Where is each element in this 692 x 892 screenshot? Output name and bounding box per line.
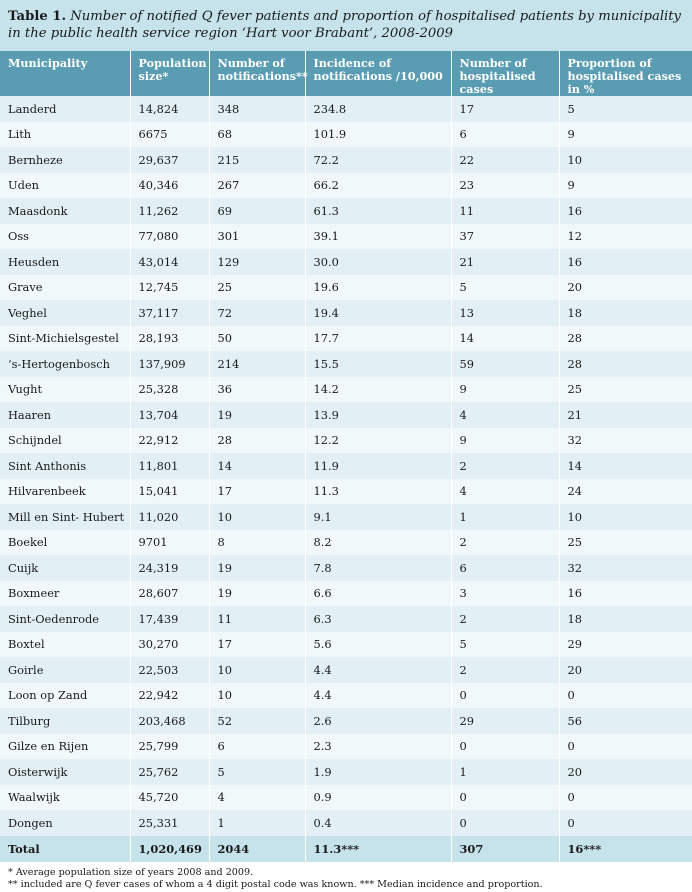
cell-population: 24,319 bbox=[130, 555, 209, 581]
table-row bbox=[0, 326, 692, 352]
cell-population: 11,801 bbox=[130, 453, 209, 479]
cell-municipality: Boekel bbox=[0, 530, 130, 556]
cell-municipality: Landerd bbox=[0, 96, 130, 122]
cell-proportion: 10 bbox=[559, 504, 692, 530]
cell-proportion: 32 bbox=[559, 555, 692, 581]
cell-notifications: 5 bbox=[209, 759, 305, 785]
cell-notifications: 4 bbox=[209, 785, 305, 811]
cell-incidence: 72.2 bbox=[305, 147, 451, 173]
cell-incidence: 234.8 bbox=[305, 96, 451, 122]
cell-proportion: 25 bbox=[559, 377, 692, 403]
data-table bbox=[0, 51, 692, 862]
table-row bbox=[0, 224, 692, 250]
cell-hospitalised: 3 bbox=[451, 581, 559, 607]
table-row bbox=[0, 504, 692, 530]
cell-notifications: 11 bbox=[209, 606, 305, 632]
cell-proportion: 20 bbox=[559, 657, 692, 683]
cell-incidence: 4.4 bbox=[305, 683, 451, 709]
cell-municipality: Sint-Michielsgestel bbox=[0, 326, 130, 352]
cell-hospitalised: 2 bbox=[451, 657, 559, 683]
cell-proportion: 24 bbox=[559, 479, 692, 505]
cell-hospitalised: 0 bbox=[451, 734, 559, 760]
header-population: Population size* bbox=[130, 51, 209, 96]
cell-notifications: 72 bbox=[209, 300, 305, 326]
cell-notifications: 10 bbox=[209, 504, 305, 530]
cell-notifications: 50 bbox=[209, 326, 305, 352]
cell-population: 37,117 bbox=[130, 300, 209, 326]
cell-population: 29,637 bbox=[130, 147, 209, 173]
cell-incidence: 6.3 bbox=[305, 606, 451, 632]
cell-notifications: 301 bbox=[209, 224, 305, 250]
cell-incidence: 30.0 bbox=[305, 249, 451, 275]
total-incidence: 11.3*** bbox=[305, 836, 451, 862]
cell-notifications: 215 bbox=[209, 147, 305, 173]
cell-municipality: Mill en Sint- Hubert bbox=[0, 504, 130, 530]
cell-incidence: 2.6 bbox=[305, 708, 451, 734]
cell-population: 203,468 bbox=[130, 708, 209, 734]
total-municipality: Total bbox=[0, 836, 130, 862]
cell-population: 30,270 bbox=[130, 632, 209, 658]
table-row bbox=[0, 810, 692, 836]
cell-proportion: 14 bbox=[559, 453, 692, 479]
header-hospitalised: Number of hospitalised cases bbox=[451, 51, 559, 96]
cell-hospitalised: 2 bbox=[451, 606, 559, 632]
cell-population: 45,720 bbox=[130, 785, 209, 811]
cell-municipality: Heusden bbox=[0, 249, 130, 275]
cell-notifications: 348 bbox=[209, 96, 305, 122]
cell-population: 137,909 bbox=[130, 351, 209, 377]
header-proportion: Proportion of hospitalised cases in % bbox=[559, 51, 692, 96]
header-row bbox=[0, 51, 692, 96]
header-incidence: Incidence of notifications /10,000 bbox=[305, 51, 451, 96]
cell-municipality: Uden bbox=[0, 173, 130, 199]
cell-notifications: 28 bbox=[209, 428, 305, 454]
table-row bbox=[0, 198, 692, 224]
cell-incidence: 6.6 bbox=[305, 581, 451, 607]
cell-incidence: 61.3 bbox=[305, 198, 451, 224]
cell-municipality: Loon op Zand bbox=[0, 683, 130, 709]
header-notifications: Number of notifications** bbox=[209, 51, 305, 96]
cell-population: 28,607 bbox=[130, 581, 209, 607]
cell-proportion: 29 bbox=[559, 632, 692, 658]
cell-population: 22,503 bbox=[130, 657, 209, 683]
cell-proportion: 5 bbox=[559, 96, 692, 122]
cell-proportion: 9 bbox=[559, 122, 692, 148]
cell-population: 43,014 bbox=[130, 249, 209, 275]
cell-municipality: Maasdonk bbox=[0, 198, 130, 224]
cell-population: 22,942 bbox=[130, 683, 209, 709]
cell-municipality: Hilvarenbeek bbox=[0, 479, 130, 505]
cell-proportion: 56 bbox=[559, 708, 692, 734]
cell-incidence: 11.3 bbox=[305, 479, 451, 505]
cell-incidence: 101.9 bbox=[305, 122, 451, 148]
cell-hospitalised: 0 bbox=[451, 683, 559, 709]
cell-municipality: Oss bbox=[0, 224, 130, 250]
table-row bbox=[0, 479, 692, 505]
table-row bbox=[0, 122, 692, 148]
cell-proportion: 0 bbox=[559, 785, 692, 811]
cell-proportion: 21 bbox=[559, 402, 692, 428]
cell-population: 40,346 bbox=[130, 173, 209, 199]
cell-notifications: 10 bbox=[209, 683, 305, 709]
cell-notifications: 267 bbox=[209, 173, 305, 199]
cell-notifications: 17 bbox=[209, 479, 305, 505]
cell-proportion: 0 bbox=[559, 683, 692, 709]
cell-hospitalised: 13 bbox=[451, 300, 559, 326]
table-row bbox=[0, 300, 692, 326]
cell-incidence: 39.1 bbox=[305, 224, 451, 250]
cell-notifications: 14 bbox=[209, 453, 305, 479]
cell-hospitalised: 17 bbox=[451, 96, 559, 122]
cell-municipality: Sint-Oedenrode bbox=[0, 606, 130, 632]
cell-population: 15,041 bbox=[130, 479, 209, 505]
cell-proportion: 0 bbox=[559, 810, 692, 836]
cell-population: 17,439 bbox=[130, 606, 209, 632]
cell-incidence: 4.4 bbox=[305, 657, 451, 683]
cell-hospitalised: 1 bbox=[451, 759, 559, 785]
cell-incidence: 0.4 bbox=[305, 810, 451, 836]
table-body bbox=[0, 96, 692, 862]
total-notifications: 2044 bbox=[209, 836, 305, 862]
cell-municipality: Grave bbox=[0, 275, 130, 301]
table-row bbox=[0, 683, 692, 709]
table-row bbox=[0, 581, 692, 607]
table-row bbox=[0, 147, 692, 173]
cell-hospitalised: 5 bbox=[451, 275, 559, 301]
cell-hospitalised: 14 bbox=[451, 326, 559, 352]
cell-hospitalised: 9 bbox=[451, 428, 559, 454]
cell-incidence: 7.8 bbox=[305, 555, 451, 581]
cell-proportion: 28 bbox=[559, 351, 692, 377]
table-row bbox=[0, 351, 692, 377]
cell-municipality: Dongen bbox=[0, 810, 130, 836]
cell-proportion: 25 bbox=[559, 530, 692, 556]
cell-population: 22,912 bbox=[130, 428, 209, 454]
cell-population: 28,193 bbox=[130, 326, 209, 352]
cell-notifications: 52 bbox=[209, 708, 305, 734]
cell-notifications: 36 bbox=[209, 377, 305, 403]
cell-municipality: Waalwijk bbox=[0, 785, 130, 811]
cell-notifications: 10 bbox=[209, 657, 305, 683]
cell-hospitalised: 59 bbox=[451, 351, 559, 377]
table-caption-text: Number of notified Q fever patients and proportion of hospitalised patients by municipality in the public health service region ‘Hart voor Brabant’, 2008-2009 bbox=[8, 9, 682, 41]
total-hospitalised: 307 bbox=[451, 836, 559, 862]
table-row bbox=[0, 275, 692, 301]
cell-municipality: Boxtel bbox=[0, 632, 130, 658]
table-row bbox=[0, 402, 692, 428]
cell-notifications: 19 bbox=[209, 581, 305, 607]
table-caption bbox=[0, 0, 692, 51]
table-header bbox=[0, 51, 692, 96]
cell-population: 25,331 bbox=[130, 810, 209, 836]
table-row bbox=[0, 555, 692, 581]
cell-municipality: Bernheze bbox=[0, 147, 130, 173]
cell-population: 11,020 bbox=[130, 504, 209, 530]
cell-hospitalised: 6 bbox=[451, 555, 559, 581]
cell-notifications: 19 bbox=[209, 402, 305, 428]
cell-population: 25,762 bbox=[130, 759, 209, 785]
cell-incidence: 19.6 bbox=[305, 275, 451, 301]
cell-population: 9701 bbox=[130, 530, 209, 556]
cell-incidence: 9.1 bbox=[305, 504, 451, 530]
cell-hospitalised: 29 bbox=[451, 708, 559, 734]
cell-notifications: 214 bbox=[209, 351, 305, 377]
cell-hospitalised: 0 bbox=[451, 785, 559, 811]
cell-proportion: 0 bbox=[559, 734, 692, 760]
cell-proportion: 16 bbox=[559, 198, 692, 224]
cell-hospitalised: 5 bbox=[451, 632, 559, 658]
cell-notifications: 17 bbox=[209, 632, 305, 658]
cell-hospitalised: 1 bbox=[451, 504, 559, 530]
cell-population: 13,704 bbox=[130, 402, 209, 428]
cell-hospitalised: 37 bbox=[451, 224, 559, 250]
cell-notifications: 19 bbox=[209, 555, 305, 581]
table-row bbox=[0, 530, 692, 556]
total-population: 1,020,469 bbox=[130, 836, 209, 862]
total-row bbox=[0, 836, 692, 862]
cell-notifications: 1 bbox=[209, 810, 305, 836]
table-row bbox=[0, 249, 692, 275]
table-row bbox=[0, 734, 692, 760]
cell-proportion: 18 bbox=[559, 300, 692, 326]
table-row bbox=[0, 377, 692, 403]
footnote-2: ** included are Q fever cases of whom a 4 digit postal code was known. *** Median incidence and proportion. bbox=[8, 879, 543, 890]
cell-proportion: 9 bbox=[559, 173, 692, 199]
table-row bbox=[0, 657, 692, 683]
cell-proportion: 16 bbox=[559, 581, 692, 607]
cell-hospitalised: 4 bbox=[451, 402, 559, 428]
cell-notifications: 8 bbox=[209, 530, 305, 556]
table-row bbox=[0, 96, 692, 122]
cell-municipality: Gilze en Rijen bbox=[0, 734, 130, 760]
table-row bbox=[0, 785, 692, 811]
cell-incidence: 2.3 bbox=[305, 734, 451, 760]
cell-population: 25,328 bbox=[130, 377, 209, 403]
cell-proportion: 20 bbox=[559, 275, 692, 301]
cell-hospitalised: 11 bbox=[451, 198, 559, 224]
cell-population: 25,799 bbox=[130, 734, 209, 760]
cell-population: 6675 bbox=[130, 122, 209, 148]
cell-incidence: 0.9 bbox=[305, 785, 451, 811]
cell-municipality: Vught bbox=[0, 377, 130, 403]
table-row bbox=[0, 173, 692, 199]
cell-hospitalised: 21 bbox=[451, 249, 559, 275]
cell-hospitalised: 2 bbox=[451, 530, 559, 556]
cell-population: 11,262 bbox=[130, 198, 209, 224]
cell-municipality: Veghel bbox=[0, 300, 130, 326]
footnotes bbox=[0, 862, 692, 892]
cell-population: 77,080 bbox=[130, 224, 209, 250]
cell-hospitalised: 9 bbox=[451, 377, 559, 403]
cell-population: 12,745 bbox=[130, 275, 209, 301]
table-row bbox=[0, 606, 692, 632]
cell-incidence: 5.6 bbox=[305, 632, 451, 658]
cell-incidence: 17.7 bbox=[305, 326, 451, 352]
table-caption-label: Table 1. bbox=[8, 9, 67, 24]
cell-proportion: 28 bbox=[559, 326, 692, 352]
cell-hospitalised: 0 bbox=[451, 810, 559, 836]
cell-hospitalised: 22 bbox=[451, 147, 559, 173]
cell-incidence: 15.5 bbox=[305, 351, 451, 377]
total-proportion: 16*** bbox=[559, 836, 692, 862]
cell-proportion: 12 bbox=[559, 224, 692, 250]
table-row bbox=[0, 759, 692, 785]
cell-proportion: 10 bbox=[559, 147, 692, 173]
table-row bbox=[0, 428, 692, 454]
cell-municipality: Schijndel bbox=[0, 428, 130, 454]
cell-municipality: Haaren bbox=[0, 402, 130, 428]
cell-municipality: Oisterwijk bbox=[0, 759, 130, 785]
footnote-1: * Average population size of years 2008 and 2009. bbox=[8, 866, 254, 878]
cell-incidence: 66.2 bbox=[305, 173, 451, 199]
cell-notifications: 25 bbox=[209, 275, 305, 301]
cell-proportion: 32 bbox=[559, 428, 692, 454]
table-row bbox=[0, 453, 692, 479]
header-municipality: Municipality bbox=[0, 51, 130, 96]
cell-incidence: 12.2 bbox=[305, 428, 451, 454]
cell-hospitalised: 2 bbox=[451, 453, 559, 479]
cell-municipality: ‘s-Hertogenbosch bbox=[0, 351, 130, 377]
cell-notifications: 6 bbox=[209, 734, 305, 760]
cell-incidence: 14.2 bbox=[305, 377, 451, 403]
cell-incidence: 8.2 bbox=[305, 530, 451, 556]
cell-municipality: Sint Anthonis bbox=[0, 453, 130, 479]
cell-incidence: 19.4 bbox=[305, 300, 451, 326]
cell-notifications: 129 bbox=[209, 249, 305, 275]
cell-population: 14,824 bbox=[130, 96, 209, 122]
cell-hospitalised: 6 bbox=[451, 122, 559, 148]
cell-hospitalised: 23 bbox=[451, 173, 559, 199]
cell-municipality: Tilburg bbox=[0, 708, 130, 734]
cell-notifications: 69 bbox=[209, 198, 305, 224]
cell-proportion: 16 bbox=[559, 249, 692, 275]
cell-incidence: 13.9 bbox=[305, 402, 451, 428]
cell-municipality: Goirle bbox=[0, 657, 130, 683]
cell-municipality: Cuijk bbox=[0, 555, 130, 581]
cell-hospitalised: 4 bbox=[451, 479, 559, 505]
table-row bbox=[0, 708, 692, 734]
table-row bbox=[0, 632, 692, 658]
cell-proportion: 18 bbox=[559, 606, 692, 632]
cell-incidence: 1.9 bbox=[305, 759, 451, 785]
cell-proportion: 20 bbox=[559, 759, 692, 785]
cell-incidence: 11.9 bbox=[305, 453, 451, 479]
cell-notifications: 68 bbox=[209, 122, 305, 148]
cell-municipality: Lith bbox=[0, 122, 130, 148]
cell-municipality: Boxmeer bbox=[0, 581, 130, 607]
